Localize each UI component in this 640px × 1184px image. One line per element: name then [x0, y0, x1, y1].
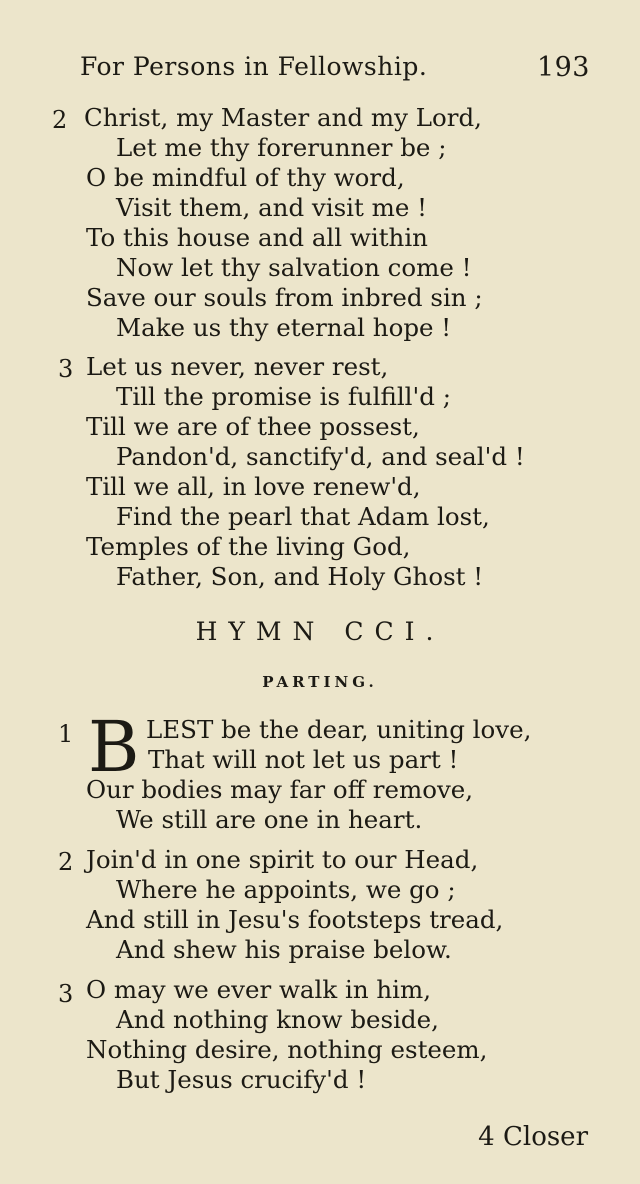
verse-line: Christ, my Master and my Lord,: [84, 103, 482, 132]
verse-line: LEST be the dear, uniting love,: [146, 715, 532, 744]
verse-line: Join'd in one spirit to our Head,: [86, 845, 479, 874]
verse-line: And still in Jesu's footsteps tread,: [86, 905, 504, 934]
page-number: 193: [536, 52, 590, 83]
hymn-subtitle: PARTING.: [262, 673, 378, 691]
verse-line: Temples of the living God,: [86, 532, 411, 561]
verse-line: Let me thy forerunner be ;: [116, 133, 447, 162]
stanza-number: 3: [58, 355, 74, 383]
verse-line: Pandon'd, sanctify'd, and seal'd !: [116, 442, 525, 471]
verse-line: Find the pearl that Adam lost,: [116, 502, 490, 531]
verse-line: Let us never, never rest,: [86, 352, 389, 381]
catchword: 4 Closer: [478, 1122, 588, 1152]
verse-line: Make us thy eternal hope !: [116, 313, 452, 342]
verse-line: Till we all, in love renew'd,: [86, 472, 421, 501]
verse-line: Visit them, and visit me !: [116, 193, 428, 222]
verse-line: We still are one in heart.: [116, 805, 423, 834]
verse-line: And nothing know beside,: [116, 1005, 439, 1034]
verse-line: O may we ever walk in him,: [86, 975, 432, 1004]
verse-line: Save our souls from inbred sin ;: [86, 283, 483, 312]
stanza-number: 1: [58, 720, 74, 748]
verse-line: Father, Son, and Holy Ghost !: [116, 562, 484, 591]
running-header: [80, 52, 590, 81]
verse-line: Nothing desire, nothing esteem,: [86, 1035, 488, 1064]
verse-line: That will not let us part !: [148, 745, 459, 774]
running-title: For Persons in Fellowship.: [80, 52, 428, 81]
stanza-number: 2: [52, 106, 68, 134]
verse-line: Our bodies may far off remove,: [86, 775, 474, 804]
stanza-number: 3: [58, 980, 74, 1008]
verse-line: O be mindful of thy word,: [86, 163, 405, 192]
verse-line: Till the promise is fulfill'd ;: [116, 382, 451, 411]
stanza-number: 2: [58, 848, 74, 876]
drop-capital: B: [88, 706, 140, 788]
verse-line: Till we are of thee possest,: [86, 412, 420, 441]
verse-line: Where he appoints, we go ;: [116, 875, 456, 904]
verse-line: And shew his praise below.: [116, 935, 452, 964]
verse-line: To this house and all within: [86, 223, 428, 252]
verse-line: But Jesus crucify'd !: [116, 1065, 367, 1094]
hymn-title: HYMN CCI.: [195, 617, 445, 646]
verse-line: Now let thy salvation come !: [116, 253, 472, 282]
